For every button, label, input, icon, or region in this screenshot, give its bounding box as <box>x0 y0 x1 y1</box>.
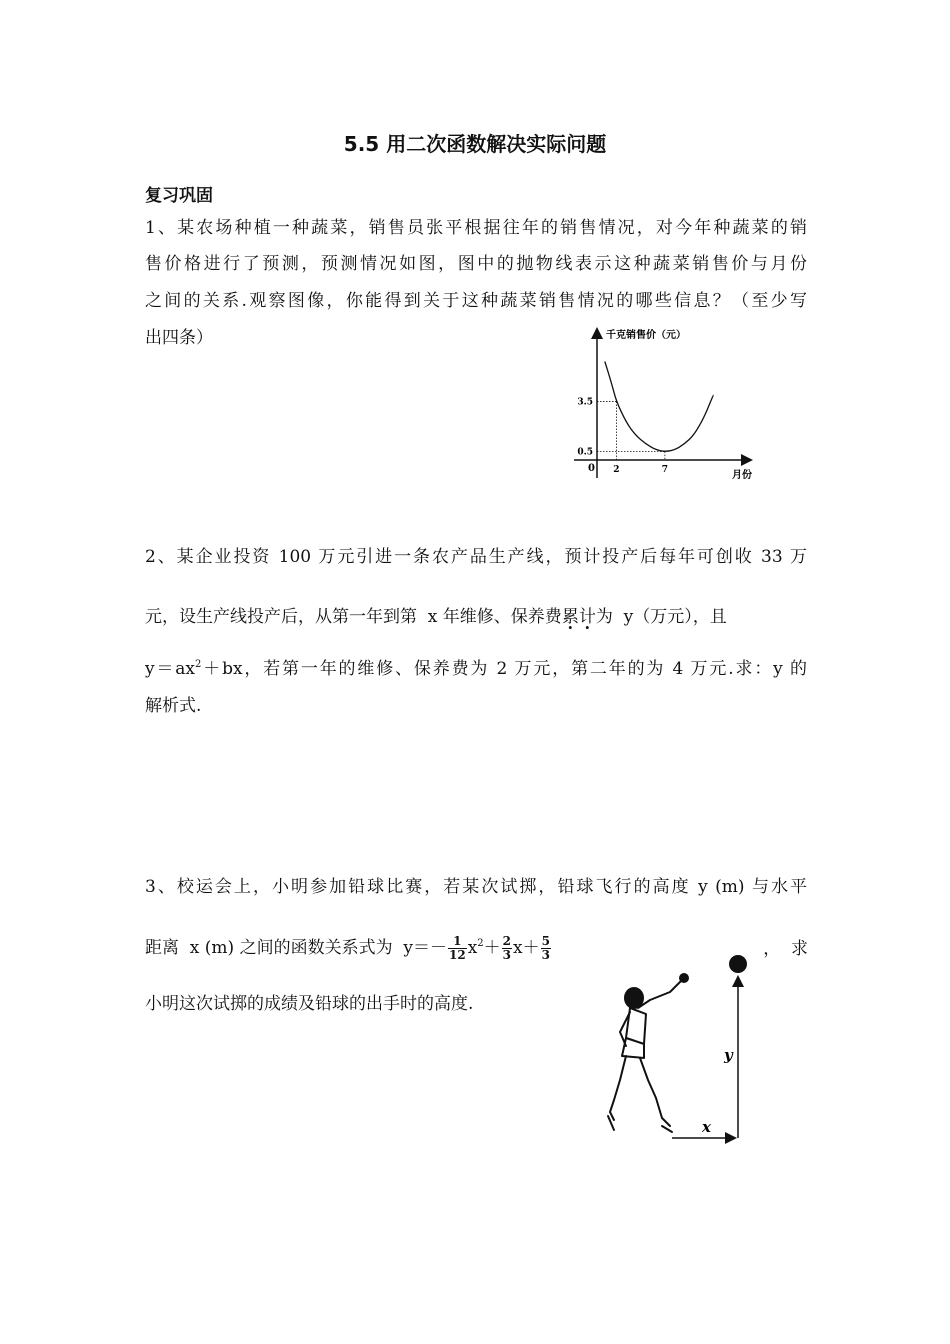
origin-label: 0 <box>588 463 595 474</box>
y-tick-label: 3.5 <box>577 397 593 408</box>
q1-line-4: 出四条） <box>145 328 213 348</box>
fraction-denominator: 12 <box>449 948 466 962</box>
emphasized-char: 计 <box>578 607 596 627</box>
q2-line-2-start: 元，设生产线投产后，从第一年到第 x 年维修、保养费 <box>145 607 562 627</box>
q3-line-2-start: 距离 x (m) 之间的函数关系式为 y＝－ <box>145 938 447 958</box>
athlete-icon <box>608 974 688 1132</box>
q3-line-3: 小明这次试掷的成绩及铅球的出手时的高度. <box>145 994 474 1014</box>
q2-line-4: 解析式. <box>145 696 202 716</box>
page-title: 5.5 用二次函数解决实际问题 <box>343 132 607 156</box>
q2-line-2 <box>145 605 807 629</box>
y-label: y <box>724 1046 733 1064</box>
fraction-numerator: 5 <box>541 934 550 948</box>
q2-line-3 <box>145 657 807 681</box>
price-month-chart <box>560 318 790 490</box>
x-label: x <box>702 1118 711 1136</box>
shot-put-ball <box>729 955 747 973</box>
variable-x: x <box>467 938 478 958</box>
section-heading: 复习巩固 <box>145 186 213 206</box>
q2-line-2-end: 为 y（万元），且 <box>595 607 727 627</box>
q1-line-3: 之间的关系.观察图像，你能得到关于这种蔬菜销售情况的哪些信息？（至少写 <box>145 291 807 311</box>
fraction-two-thirds <box>502 935 512 962</box>
fraction-numerator: 1 <box>448 935 467 949</box>
x-axis-label: 月份 <box>732 470 752 481</box>
q2-formula-start: y＝ax <box>145 659 196 679</box>
q3-line-2-end: ， 求 <box>763 939 808 959</box>
fraction-five-thirds <box>541 935 551 962</box>
superscript: 2 <box>195 659 202 670</box>
fraction-numerator: 2 <box>502 934 512 948</box>
q2-line-1: 2、某企业投资 100 万元引进一条农产品生产线，预计投产后每年可创收 33 万 <box>145 547 807 567</box>
x-plus: x＋ <box>513 938 540 958</box>
parabola-curve <box>605 362 714 452</box>
fraction-one-twelfth <box>448 935 467 962</box>
fraction-denominator: 3 <box>502 948 512 962</box>
fraction-denominator: 3 <box>541 948 550 962</box>
q1-line-1: 1、某农场种植一种蔬菜，销售员张平根据往年的销售情况，对今年种蔬菜的销 <box>145 218 807 238</box>
q2-line-3-end: ＋bx，若第一年的维修、保养费为 2 万元，第二年的为 4 万元.求：y 的 <box>201 659 807 679</box>
y-axis-label: 千克销售价（元） <box>606 330 686 341</box>
plus-sign: ＋ <box>483 938 501 958</box>
y-tick-label: 0.5 <box>577 447 593 458</box>
x-tick-label: 7 <box>661 465 669 475</box>
q3-line-1: 3、校运会上，小明参加铅球比赛，若某次试掷，铅球飞行的高度 y (m) 与水平 <box>145 877 807 897</box>
x-tick-label: 2 <box>613 465 620 475</box>
shot-put-figure <box>600 948 760 1148</box>
emphasized-char: 累 <box>561 607 579 627</box>
q1-line-2: 售价格进行了预测，预测情况如图，图中的抛物线表示这种蔬菜销售价与月份 <box>145 254 807 274</box>
superscript: 2 <box>477 938 484 949</box>
